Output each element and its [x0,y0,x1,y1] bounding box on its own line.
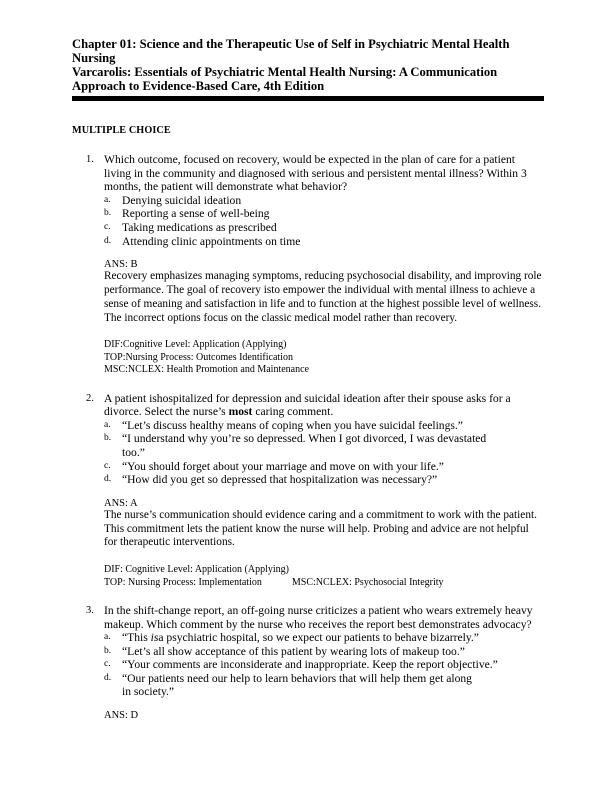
header-line-2: Nursing [72,51,116,65]
option-text: “I understand why you’re so depressed. When I got divorced, I was devastated too.” [122,432,487,459]
option-b [104,645,542,659]
option-text: “Your comments are inconsiderate and inappropriate. Keep the report objective.” [122,658,498,672]
question-1 [72,153,542,248]
document-page [72,37,542,721]
option-text: “You should forget about your marriage and move on with your life.” [122,459,444,473]
answer-key: ANS: D [104,710,139,722]
option-text: “Let’s all show acceptance of this patient by wearing lots of makeup too.” [122,644,465,658]
answer-key: ANS: A [104,497,138,509]
option-letter: a. [104,419,111,430]
option-text: “Our patients need our help to learn behaviors that will help them get along in society.” [122,671,472,699]
question-number: 3. [86,604,94,616]
option-text-part: a psychiatric hospital, so we expect our patients to behave bizarrely.” [158,631,479,645]
document-header [72,37,542,93]
option-text: Taking medications as prescribed [122,220,277,234]
header-line-3: Varcarolis: Essentials of Psychiatric Mental Health Nursing: A Communication [72,65,498,79]
option-letter: b. [104,208,112,219]
question-text: In the shift-change report, an off-going nurse criticizes a patient who wears extremely heavy makeup. Which comment by the nurse who receives the report best demonstrates advocacy? [104,603,533,631]
option-c [104,460,542,474]
difficulty-label: DIF: Cognitive Level: Application (Applying) [104,564,289,576]
emphasis-most: most [228,405,253,419]
section-title: MULTIPLE CHOICE [72,125,171,136]
option-text: “How did you get so depressed that hospitalization was necessary?” [122,473,438,487]
question-text-part: caring comment. [252,405,334,419]
option-letter: a. [104,194,111,205]
question-text [104,392,542,419]
question-number: 2. [86,392,94,404]
rationale: The nurse’s communication should evidence caring and a commitment to work with the patient. This commitment lets the patient know the nurse will help. Probing and advice are not helpful for therapeutic interventions. [104,508,537,549]
question-text-part: A patient ishospitalized for depression and suicidal ideation after their spouse asks for a divorce. Select the nurse’s [104,391,511,419]
msc-label: MSC:NCLEX: Health Promotion and Maintenance [104,364,309,376]
rationale: Recovery emphasizes managing symptoms, reducing psychosocial disability, and improving role performance. The goal of recovery isto empower the individual with mental illness to achieve a sense of meaning and satisfaction in life and to function at the highest possible level of wellness. The incorrect options focus on the classic medical model rather than recovery. [104,270,542,324]
topic-msc-row [104,577,542,589]
answer-key: ANS: B [104,259,138,271]
option-letter: d. [104,672,112,683]
option-letter: c. [104,221,111,232]
question-metadata [104,564,542,589]
option-text-part: “This [122,631,151,645]
option-a [104,194,542,208]
header-line-4: Approach to Evidence-Based Care, 4th Edition [72,79,325,93]
topic-label: TOP:Nursing Process: Outcomes Identification [104,351,293,363]
option-letter: c. [104,659,111,670]
option-b [104,432,542,459]
option-letter: d. [104,235,112,246]
difficulty-label: DIF:Cognitive Level: Application (Applying) [104,339,287,351]
question-text: Which outcome, focused on recovery, would be expected in the plan of care for a patient living in the community and diagnosed with serious and persistent mental illness? Within 3 months, the patient will demonstrate what behavior? [104,153,527,194]
question-3 [72,604,542,699]
question-metadata [104,339,542,376]
option-letter: b. [104,645,112,656]
option-list [104,631,542,699]
option-d [104,235,542,249]
option-text: “Let’s discuss healthy means of coping when you have suicidal feelings.” [122,418,463,432]
option-text: Denying suicidal ideation [122,193,242,207]
option-list [104,419,542,487]
option-letter: d. [104,474,112,485]
emphasis-is: is [150,631,159,645]
question-number: 1. [86,154,94,165]
option-d [104,473,542,487]
option-text: Reporting a sense of well-being [122,207,270,221]
header-rule [72,96,544,101]
option-c [104,658,542,672]
option-text: Attending clinic appointments on time [122,234,301,248]
option-b [104,207,542,221]
option-a [104,419,542,433]
header-line-1: Chapter 01: Science and the Therapeutic Use of Self in Psychiatric Mental Health [72,37,510,51]
option-letter: a. [104,632,111,643]
option-a [104,631,542,645]
msc-label: MSC:NCLEX: Psychosocial Integrity [291,576,444,588]
question-2 [72,392,542,487]
option-list [104,194,542,248]
option-letter: c. [104,460,111,471]
option-c [104,221,542,235]
topic-label: TOP: Nursing Process: Implementation [104,576,262,588]
option-letter: b. [104,433,112,444]
option-d [104,672,542,699]
